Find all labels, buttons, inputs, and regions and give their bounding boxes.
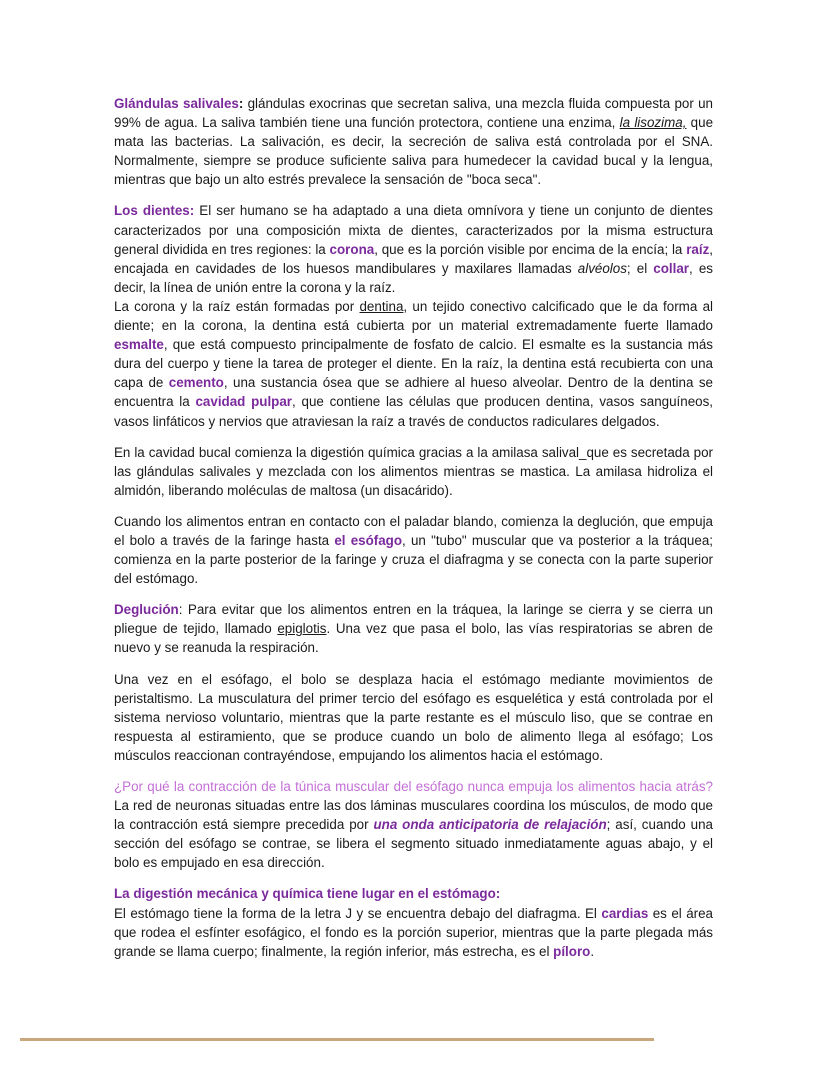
term-glandulas-salivales: Glándulas salivales	[114, 96, 239, 111]
section-heading-estomago	[114, 884, 713, 903]
term-colon: :	[238, 96, 244, 111]
text-segment: El estómago tiene la forma de la letra J y se encuentra debajo del diafragma. El	[114, 905, 602, 921]
text-segment: La corona y la raíz están formadas por	[114, 298, 360, 314]
term-los-dientes: Los dientes:	[114, 203, 195, 219]
text-segment: El ser humano se ha adaptado a una dieta omnívora y tiene un conjunto de dientes caracterizados por una composición mixta de dientes, caracterizados por la misma estructura general dividida en tres regiones: la	[114, 203, 713, 257]
term-cardias: cardias	[601, 905, 649, 921]
text-segment: Cuando los alimentos entran en contacto con el paladar blando, comienza la deglución, que empuja el bolo a través de la faringe hasta	[114, 513, 713, 548]
paragraph-peristaltismo: Una vez en el esófago, el bolo se desplaza hacia el estómago mediante movimientos de peristaltismo. La musculatura del primer tercio del esófago es esquelética y está controlada por el sistema nervioso voluntario, mientras que la parte restante es el músculo liso, que se contrae en respuesta al estiramiento, que se produce cuando un bolo de alimento llega al esófago; Los músculos reaccionan contrayéndose, empujando los alimentos hacia el estómago.	[114, 671, 713, 763]
text-segment: , que es la porción visible por encima de la encía; la	[374, 241, 687, 257]
text-segment: ; el	[626, 260, 654, 276]
text-segment: , encajada en cavidades de los huesos mandibulares y maxilares llamadas	[114, 241, 713, 276]
text-segment: , un tejido conectivo calcificado que le da forma al diente; en la corona, la dentina está cubierta por un material extremadamente fuerte llamado	[114, 298, 713, 334]
text-segment: La red de neuronas situadas entre las dos láminas musculares coordina los músculos, de modo que la contracción está siempre precedida por	[114, 798, 713, 833]
heading-text: La digestión mecánica y química tiene lugar en el estómago:	[114, 886, 501, 902]
text-segment: , que contiene las células que producen dentina, vasos sanguíneos, vasos linfáticos y nervios que atraviesan la raíz a través de conductos radiculares delgados.	[114, 394, 714, 429]
paragraph-estomago	[114, 904, 713, 961]
term-cavidad-pulpar: cavidad pulpar	[195, 394, 293, 410]
text-segment: : Para evitar que los alimentos entren en la tráquea, la laringe se cierra y se cierra un pliegue de tejido, llamado	[114, 602, 713, 637]
term-alveolos: alvéolos	[577, 260, 627, 276]
paragraph-pregunta-esofago	[114, 777, 713, 872]
term-esmalte: esmalte	[114, 337, 164, 353]
term-epiglotis: epiglotis	[277, 621, 327, 637]
text-segment: .	[590, 943, 595, 959]
question-text: ¿Por qué la contracción de la túnica muscular del esófago nunca empuja los alimentos hacia atrás?	[114, 779, 713, 794]
paragraph-glandulas-salivales	[114, 94, 713, 189]
term-corona: corona	[329, 241, 375, 257]
paragraph-amilasa: En la cavidad bucal comienza la digestión química gracias a la amilasa salival_que es secretada por las glándulas salivales y mezclada con los alimentos mientras se mastica. La amilasa hidroliza el almidón, liberando moléculas de maltosa (un disacárido).	[114, 444, 713, 498]
term-deglucion: Deglución	[114, 602, 179, 618]
paragraph-dentina	[114, 297, 713, 431]
text-segment: , que está compuesto principalmente de fosfato de calcio. El esmalte es la sustancia más dura del cuerpo y tiene la tarea de proteger el diente. En la raíz, la dentina está recubierta con una capa de	[114, 337, 713, 391]
text-segment: que mata las bacterias. La salivación, es decir, la secreción de saliva está controlada por el SNA. Normalmente, siempre se produce suficiente saliva para humedecer la cavidad bucal y la lengua, mientras que bajo un alto estrés prevalece la sensación de "boca seca".	[114, 115, 714, 188]
term-onda-anticipatoria: una onda anticipatoria de relajación	[373, 817, 607, 833]
term-dentina: dentina	[359, 298, 404, 314]
term-lisozima: la lisozima,	[619, 115, 687, 131]
term-esofago: el esófago	[334, 532, 403, 548]
term-raiz: raíz	[686, 241, 710, 257]
text-segment: , una sustancia ósea que se adhiere al hueso alveolar. Dentro de la dentina se encuentra la	[114, 375, 713, 410]
text-segment: es el área que rodea el esfínter esofágico, el fondo es la porción superior, mientras que la parte plegada más grande se llama cuerpo; finalmente, la región inferior, más estrecha, es el	[114, 905, 714, 959]
text-segment: ; así, cuando una sección del esófago se contrae, se libera el segmento situado inmediatamente aguas abajo, y el bolo es empujado en esa dirección.	[114, 817, 713, 871]
footer-divider	[20, 1038, 654, 1041]
paragraph-los-dientes	[114, 201, 713, 296]
text-segment: . Una vez que pasa el bolo, las vías respiratorias se abren de nuevo y se reanuda la respiración.	[114, 621, 713, 656]
paragraph-deglucion-intro	[114, 512, 713, 588]
term-piloro: píloro	[553, 943, 591, 959]
text-segment: , un "tubo" muscular que va posterior a la tráquea; comienza en la parte posterior de la faringe y cruza el diafragma y se conecta con la parte superior del estómago.	[114, 532, 713, 587]
document-body	[114, 94, 713, 973]
paragraph-deglucion	[114, 600, 713, 657]
text-segment: , es decir, la línea de unión entre la corona y la raíz.	[114, 260, 713, 295]
term-collar: collar	[653, 260, 690, 276]
text-segment: glándulas exocrinas que secretan saliva, una mezcla fluida compuesta por un 99% de agua. La saliva también tiene una función protectora, contiene una enzima,	[114, 96, 713, 131]
term-cemento: cemento	[168, 375, 224, 391]
